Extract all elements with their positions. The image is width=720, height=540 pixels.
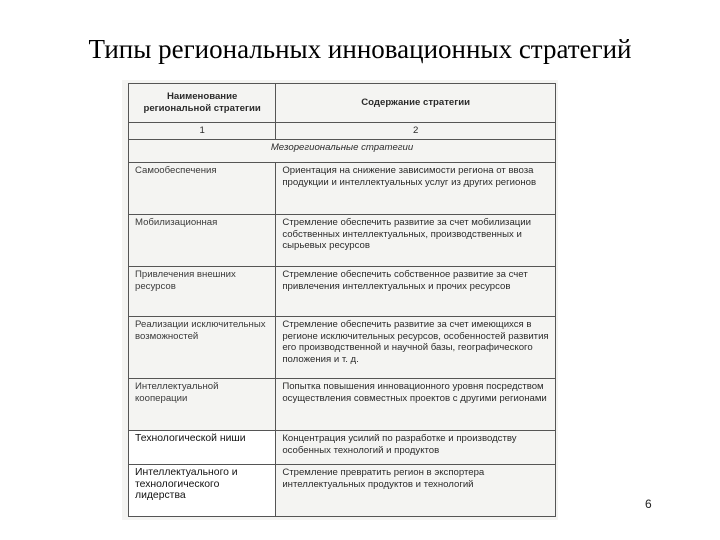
column-number-row (129, 123, 556, 140)
column-number-1: 1 (129, 123, 276, 140)
strategy-name: Самообеспечения (129, 162, 276, 214)
strategy-content: Стремление обеспечить развитие за счет имеющихся в регионе исключительных ресурсов, особенностей развития его производственной и научной базы, географического положения и т. д. (276, 316, 556, 378)
page-number: 6 (645, 497, 652, 511)
table-row (129, 464, 556, 516)
table-row (129, 430, 556, 464)
strategy-content: Стремление превратить регион в экспортера интеллектуальных продуктов и технологий (276, 464, 556, 516)
strategy-content: Стремление обеспечить развитие за счет мобилизации собственных интеллектуальных, производственных и сырьевых ресурсов (276, 214, 556, 266)
table-row (129, 162, 556, 214)
strategy-name: Мобилизационная (129, 214, 276, 266)
table-row (129, 378, 556, 430)
section-row (129, 139, 556, 162)
strategy-name: Интеллектуальной кооперации (129, 378, 276, 430)
table-header-row (129, 84, 556, 123)
header-content-column: Содержание стратегии (276, 84, 556, 123)
slide-title: Типы региональных инновационных стратегий (88, 34, 632, 64)
strategy-name: Привлечения внешних ресурсов (129, 266, 276, 316)
section-title: Мезорегиональные стратегии (129, 139, 556, 162)
strategy-content: Ориентация на снижение зависимости региона от ввоза продукции и интеллектуальных услуг из других регионов (276, 162, 556, 214)
table-row (129, 316, 556, 378)
strategies-table (128, 83, 556, 517)
strategy-content: Попытка повышения инновационного уровня посредством осуществления совместных проектов с другими регионами (276, 378, 556, 430)
strategy-content: Стремление обеспечить собственное развитие за счет привлечения интеллектуальных и прочих ресурсов (276, 266, 556, 316)
table-row (129, 266, 556, 316)
table-row (129, 214, 556, 266)
strategy-name: Интеллектуального и технологического лидерства (129, 464, 276, 516)
strategy-name: Технологической ниши (129, 430, 276, 464)
strategy-content: Концентрация усилий по разработке и производству особенных технологий и продуктов (276, 430, 556, 464)
strategy-name: Реализации исключительных возможностей (129, 316, 276, 378)
header-name-column: Наименование региональной стратегии (129, 84, 276, 123)
column-number-2: 2 (276, 123, 556, 140)
